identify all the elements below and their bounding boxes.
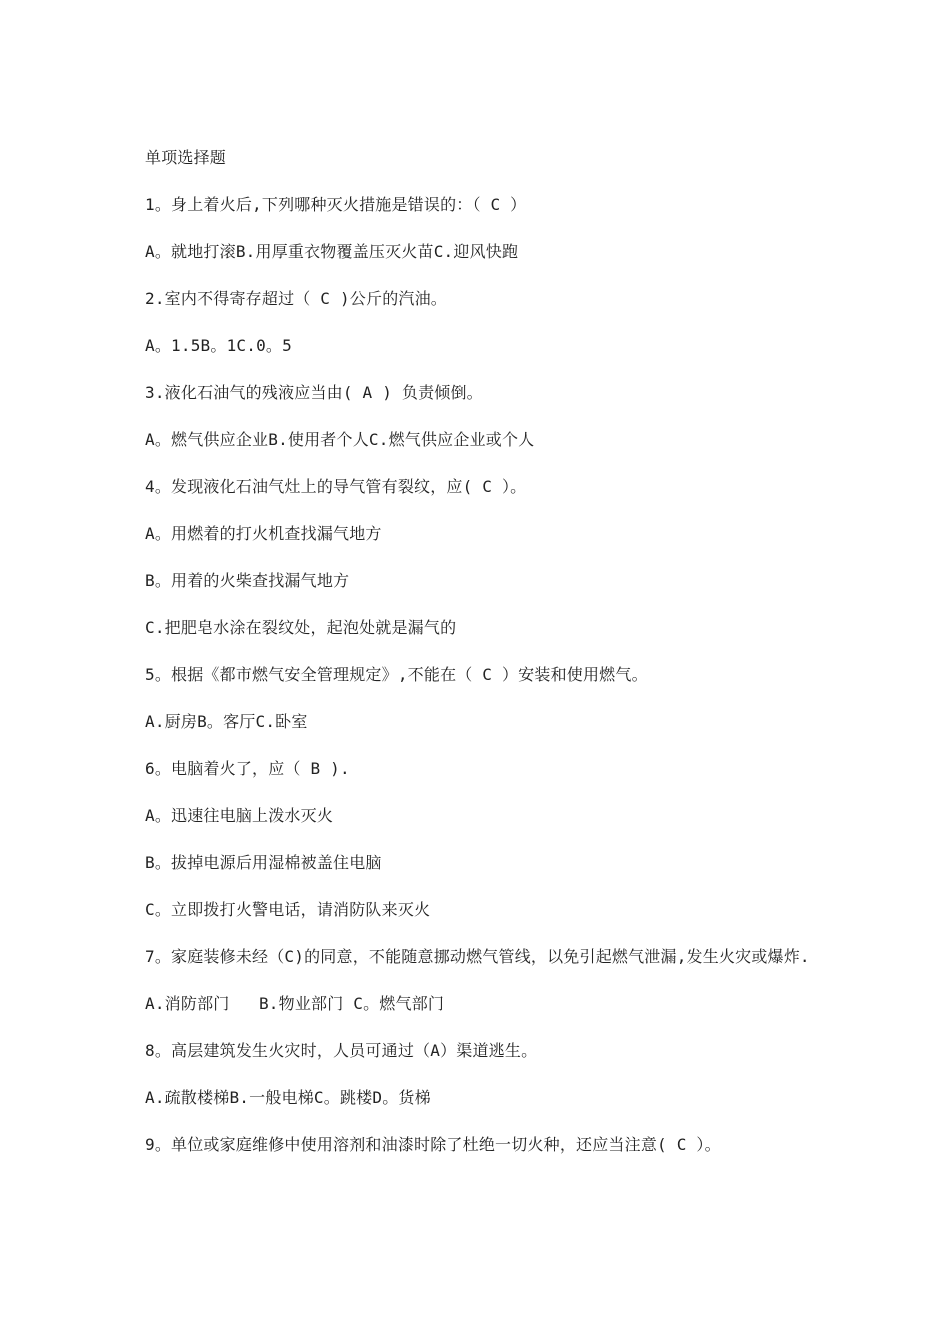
question-4-option-c: C.把肥皂水涂在裂纹处，起泡处就是漏气的 xyxy=(145,618,457,637)
question-5: 5。根据《都市燃气安全管理规定》,不能在（ C ）安装和使用燃气。 xyxy=(145,665,648,684)
question-6-option-a: A。迅速往电脑上泼水灭火 xyxy=(145,806,334,825)
question-5-options: A.厨房B。客厅C.卧室 xyxy=(145,712,308,731)
question-1: 1。身上着火后,下列哪种灭火措施是错误的：（ C ） xyxy=(145,195,527,214)
question-6: 6。电脑着火了，应（ B ). xyxy=(145,759,350,778)
question-3: 3.液化石油气的残液应当由( A ) 负责倾倒。 xyxy=(145,383,483,402)
question-3-options: A。燃气供应企业B.使用者个人C.燃气供应企业或个人 xyxy=(145,430,535,449)
question-4-option-b: B。用着的火柴查找漏气地方 xyxy=(145,571,350,590)
section-title: 单项选择题 xyxy=(145,148,227,167)
question-9: 9。单位或家庭维修中使用溶剂和油漆时除了杜绝一切火种，还应当注意( C ）。 xyxy=(145,1135,721,1154)
question-2: 2.室内不得寄存超过（ C )公斤的汽油。 xyxy=(145,289,447,308)
question-2-options: A。1.5B。1C.0。5 xyxy=(145,336,292,355)
document-body xyxy=(145,146,825,1180)
question-1-options: A。就地打滚B.用厚重衣物覆盖压灭火苗C.迎风快跑 xyxy=(145,242,519,261)
question-6-option-c: C。立即拨打火警电话，请消防队来灭火 xyxy=(145,900,431,919)
question-7: 7。家庭装修未经（C)的同意，不能随意挪动燃气管线，以免引起燃气泄漏,发生火灾或爆炸. xyxy=(145,947,810,966)
question-4: 4。发现液化石油气灶上的导气管有裂纹，应( C ）。 xyxy=(145,477,527,496)
question-6-option-b: B。拔掉电源后用湿棉被盖住电脑 xyxy=(145,853,382,872)
question-8-options: A.疏散楼梯B.一般电梯C。跳楼D。货梯 xyxy=(145,1088,431,1107)
question-4-option-a: A。用燃着的打火机查找漏气地方 xyxy=(145,524,382,543)
question-8: 8。高层建筑发生火灾时，人员可通过（A）渠道逃生。 xyxy=(145,1041,538,1060)
question-7-options: A.消防部门 B.物业部门 C。燃气部门 xyxy=(145,994,445,1013)
